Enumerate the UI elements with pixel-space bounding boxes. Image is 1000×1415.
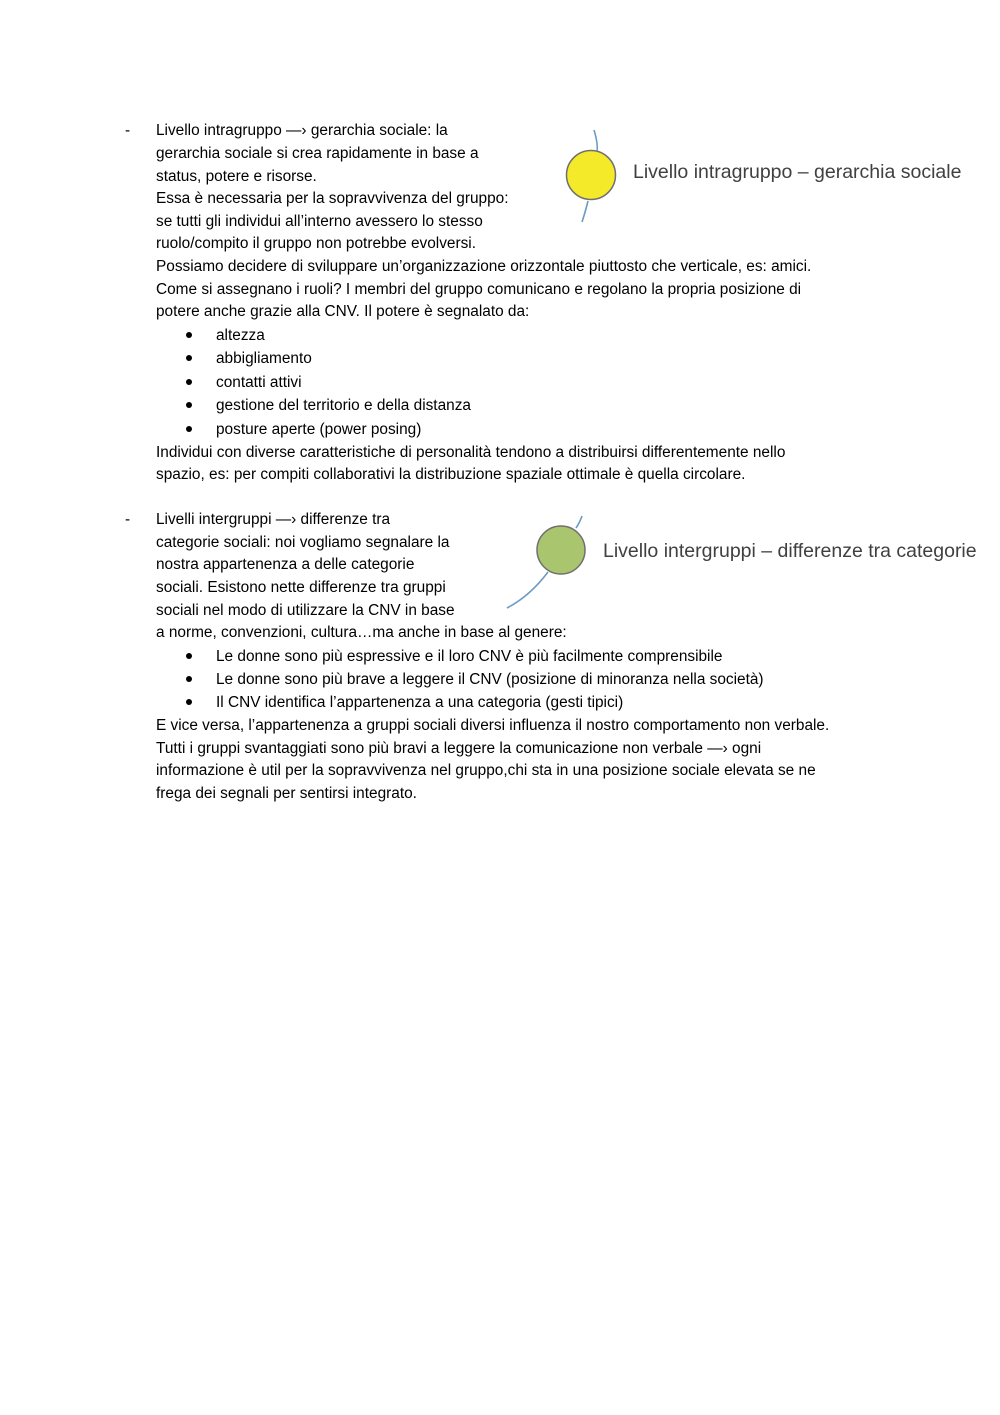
- bullet-icon: [186, 332, 192, 338]
- section1-after-line-2: spazio, es: per compiti collaborativi la distribuzione spaziale ottimale è quella circolare.: [156, 466, 746, 483]
- section2-after-line-2: Tutti i gruppi svantaggiati sono più bravi a leggere la comunicazione non verbale —› ogni: [156, 740, 762, 757]
- section1-line-7: Possiamo decidere di sviluppare un’organizzazione orizzontale piuttosto che verticale, es: amici.: [156, 258, 812, 275]
- bullet-icon: [186, 402, 192, 408]
- diagram-arc-bottom: [582, 201, 588, 222]
- section2-line-6: a norme, convenzioni, cultura…ma anche in base al genere:: [156, 624, 567, 641]
- bullet-text: abbigliamento: [216, 350, 312, 367]
- green-circle-icon: [537, 526, 585, 574]
- section1-bullet-5: [186, 418, 421, 441]
- bullet-text: gestione del territorio e della distanza: [216, 397, 471, 414]
- section1-line-2: gerarchia sociale si crea rapidamente in base a: [156, 145, 479, 162]
- section1-line-6: ruolo/compito il gruppo non potrebbe evolversi.: [156, 235, 476, 252]
- section2-line-1: Livelli intergruppi —› differenze tra: [156, 511, 391, 528]
- bullet-icon: [186, 699, 192, 705]
- section2-line-5: sociali nel modo di utilizzare la CNV in base: [156, 602, 455, 619]
- bullet-icon: [186, 676, 192, 682]
- intragroup-diagram: [560, 125, 640, 230]
- diagram-arc-top: [576, 516, 582, 528]
- section2-line-4: sociali. Esistono nette differenze tra gruppi: [156, 579, 446, 596]
- section1-line-1: Livello intragruppo —› gerarchia sociale: la: [156, 122, 448, 139]
- bullet-text: contatti attivi: [216, 374, 302, 391]
- section2-bullet-3: [186, 691, 623, 714]
- section1-line-9: potere anche grazie alla CNV. Il potere è segnalato da:: [156, 303, 530, 320]
- bullet-text: altezza: [216, 327, 265, 344]
- section2-bullet-1: [186, 645, 722, 668]
- section2-after-line-3: informazione è util per la sopravvivenza nel gruppo,chi sta in una posizione sociale elevata se ne: [156, 762, 816, 779]
- section1-bullet-3: [186, 371, 302, 394]
- bullet-icon: [186, 355, 192, 361]
- intergroup-diagram-label: Livello intergruppi – differenze tra categorie: [603, 540, 977, 562]
- section2-line-2: categorie sociali: noi vogliamo segnalare la: [156, 534, 450, 551]
- section1-line-3: status, potere e risorse.: [156, 168, 317, 185]
- bullet-text: Il CNV identifica l’appartenenza a una categoria (gesti tipici): [216, 694, 624, 711]
- bullet-text: Le donne sono più espressive e il loro CNV è più facilmente comprensibile: [216, 648, 723, 665]
- section1-line-4: Essa è necessaria per la sopravvivenza del gruppo:: [156, 190, 509, 207]
- section1-bullet-2: [186, 347, 312, 370]
- diagram-arc-bottom: [507, 572, 548, 608]
- bullet-text: posture aperte (power posing): [216, 421, 422, 438]
- bullet-icon: [186, 379, 192, 385]
- intergroup-diagram: [500, 512, 600, 617]
- section1-dash: -: [125, 122, 131, 139]
- section2-line-3: nostra appartenenza a delle categorie: [156, 556, 415, 573]
- bullet-text: Le donne sono più brave a leggere il CNV (posizione di minoranza nella società): [216, 671, 764, 688]
- yellow-circle-icon: [567, 151, 616, 200]
- section1-bullet-4: [186, 394, 471, 417]
- section2-after-line-4: frega dei segnali per sentirsi integrato.: [156, 785, 417, 802]
- intragroup-diagram-label: Livello intragruppo – gerarchia sociale: [633, 161, 962, 183]
- section1-line-5: se tutti gli individui all’interno avessero lo stesso: [156, 213, 483, 230]
- section2-bullet-2: [186, 668, 764, 691]
- section2-dash: -: [125, 511, 131, 528]
- section1-bullet-1: [186, 324, 265, 347]
- section2-after-line-1: E vice versa, l’appartenenza a gruppi sociali diversi influenza il nostro comportamento non verbale.: [156, 717, 830, 734]
- section1-after-line-1: Individui con diverse caratteristiche di personalità tendono a distribuirsi differentemente nello: [156, 444, 786, 461]
- section1-line-8: Come si assegnano i ruoli? I membri del gruppo comunicano e regolano la propria posizione di: [156, 281, 802, 298]
- bullet-icon: [186, 426, 192, 432]
- bullet-icon: [186, 653, 192, 659]
